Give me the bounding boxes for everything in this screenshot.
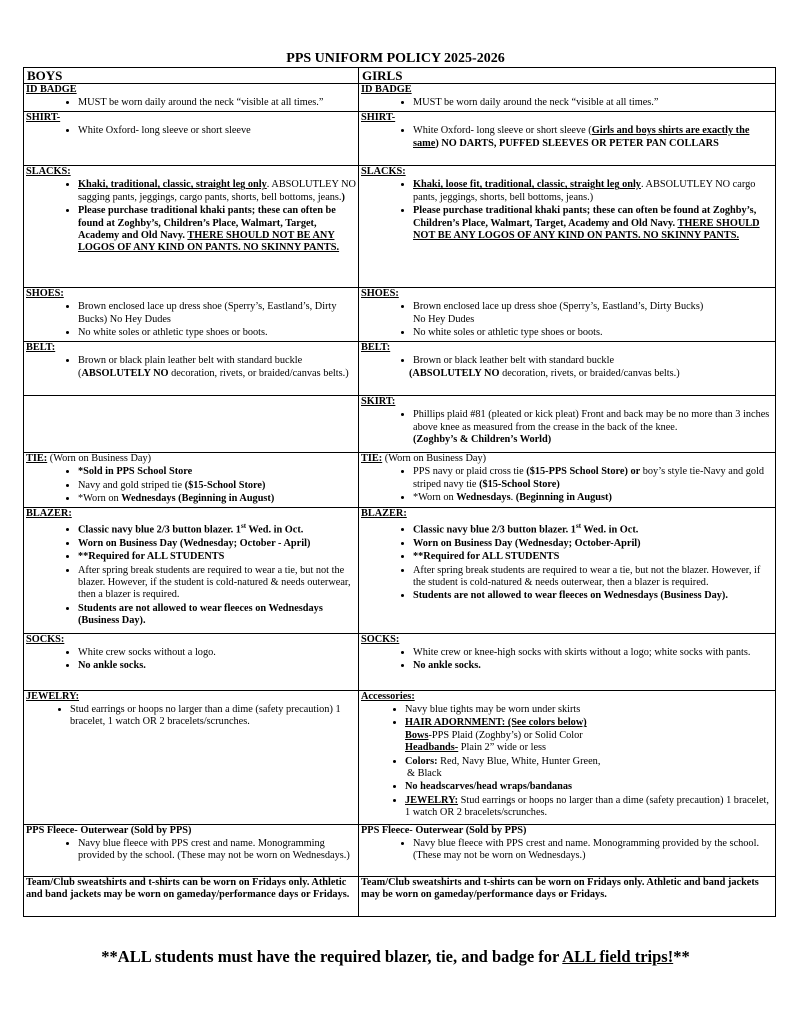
boys-fleece-item: • Navy blue fleece with PPS crest and name. Monogramming provided by the school. (These may not be worn on Wednesdays.) — [78, 837, 356, 863]
boys-slacks-no-logos: THERE SHOULD NOT BE ANY — [187, 230, 335, 242]
girls-belt-heading: BELT: — [361, 342, 391, 353]
girls-socks-cell — [359, 633, 776, 690]
girls-blazer-item-4: • After spring break students are required to wear a tie, but not the blazer. However, if the student is cold-natured & needs outerwear, then a blazer is required. — [413, 564, 773, 590]
girls-slacks-purchase: Please purchase traditional khaki pants; these can often be found at Zoghby’s, Children’s Place, Walmart, Target, Academy and Old Navy. — [413, 205, 757, 229]
boys-belt-cell — [24, 342, 359, 396]
girls-slacks-item-1 — [413, 178, 773, 204]
girls-column-header: GIRLS — [359, 68, 776, 84]
boys-team-club-cell: Team/Club sweatshirts and t-shirts can be worn on Fridays only. Athletic and band jackets may be worn on gameday/performance days or Fridays. — [24, 876, 359, 916]
girls-skirt-text: Phillips plaid #81 (pleated or kick pleat) Front and back may be no more than 3 inches above knee as measured from the crease in the back of the knee. — [413, 409, 770, 433]
girls-tie-style: PPS navy or plaid cross tie — [413, 466, 527, 478]
slacks-row — [24, 166, 776, 288]
girls-accessories-cell — [359, 690, 776, 824]
boys-belt-item — [78, 354, 356, 380]
girls-slacks-no-logos: THERE SHOULD NOT BE ANY LOGOS OF ANY KIND ON PANTS. NO SKINNY PANTS. — [413, 217, 760, 242]
girls-belt-item — [409, 354, 773, 380]
girls-tie-item-2 — [413, 491, 773, 504]
boys-slacks-style: Khaki, traditional, classic, straight leg only — [78, 179, 267, 191]
girls-shoes-heading: SHOES: — [361, 288, 399, 299]
shirt-row — [24, 112, 776, 166]
girls-blazer-sup: st — [575, 522, 582, 531]
boys-shirt-heading: SHIRT- — [26, 112, 61, 123]
girls-shirt-cell — [359, 112, 776, 166]
boys-slacks-purchase: Please purchase traditional khaki pants; these can often be found at Zoghby’s, Children’s Place, Walmart, Target, Academy and Old Navy. — [78, 205, 336, 242]
girls-accessories-item-1: • Navy blue tights may be worn under skirts — [405, 703, 773, 716]
girls-blazer-cell — [359, 507, 776, 633]
boys-tie-item-3 — [78, 492, 356, 505]
column-header-row — [24, 68, 776, 84]
girls-slacks-item-2 — [413, 204, 773, 242]
boys-tie-item-2 — [78, 479, 356, 492]
girls-headbands-line — [405, 742, 773, 754]
girls-colors-label: Colors: — [405, 755, 438, 767]
boys-skirt-cell-empty — [24, 396, 359, 453]
girls-bows-line — [405, 730, 773, 742]
girls-bows-label: Bows — [405, 729, 429, 741]
girls-belt-cell — [359, 342, 776, 396]
boys-fleece-heading: PPS Fleece- Outerwear (Sold by PPS) — [26, 824, 192, 836]
boys-jewelry-item: • Stud earrings or hoops no larger than a dime (safety precaution) 1 bracelet, 1 watch OR 2 bracelets/scrunches. — [70, 703, 356, 729]
girls-shoes-style: Brown enclosed lace up dress shoe (Sperry’s, Eastland’s, Dirty Bucks) — [413, 301, 704, 313]
boys-tie-days: Wednesdays (Beginning in August) — [121, 493, 275, 505]
girls-tie-note: (Worn on Business Day) — [382, 453, 487, 464]
girls-tie-item-1 — [413, 465, 773, 491]
girls-blazer-item-3: • **Required for ALL STUDENTS — [413, 550, 773, 563]
girls-hair-adornment: HAIR ADORNMENT: (See colors below) — [405, 717, 587, 729]
blazer-row — [24, 507, 776, 633]
boys-shoes-cell — [24, 288, 359, 342]
uniform-policy-table — [23, 67, 776, 917]
girls-accessories-heading: Accessories: — [361, 690, 415, 702]
girls-blazer-item-5: • Students are not allowed to wear fleeces on Wednesdays (Business Day). — [413, 589, 773, 602]
girls-headbands-text: Plain 2” wide or less — [458, 742, 547, 754]
boys-slacks-item-2 — [78, 204, 356, 255]
boys-id-badge-heading: ID BADGE — [26, 84, 77, 95]
girls-skirt-stores: (Zoghby’s & Children’s World) — [413, 434, 552, 446]
boys-blazer-item-2: • Worn on Business Day (Wednesday; October - April) — [78, 537, 356, 550]
boys-tie-heading-line — [26, 453, 356, 465]
girls-accessories-item-4: • No headscarves/head wraps/bandanas — [405, 780, 773, 793]
girls-tie-heading-line — [361, 453, 773, 465]
girls-colors-text: Red, Navy Blue, White, Hunter Green, — [437, 755, 601, 767]
girls-tie-boys-price: ($15-School Store) — [479, 478, 560, 490]
boys-tie-heading: TIE: — [26, 453, 48, 464]
boys-slacks-no-skinny: LOGOS OF ANY KIND ON PANTS. NO SKINNY PANTS. — [78, 242, 340, 254]
girls-tie-day: Wednesdays — [456, 492, 511, 504]
girls-tie-cell — [359, 453, 776, 508]
girls-id-badge-item: • MUST be worn daily around the neck “visible at all times.” — [413, 96, 773, 109]
girls-shoes-item-2: • No white soles or athletic type shoes or boots. — [413, 326, 773, 339]
girls-team-club-cell: Team/Club sweatshirts and t-shirts can be worn on Fridays only. Athletic and band jackets may be worn on gameday/performance days or Fridays. — [359, 876, 776, 916]
girls-blazer-item-1 — [413, 520, 773, 537]
socks-row — [24, 633, 776, 690]
girls-fleece-cell — [359, 824, 776, 876]
boys-blazer-item-3: • **Required for ALL STUDENTS — [78, 550, 356, 563]
girls-id-badge-heading: ID BADGE — [361, 84, 412, 95]
boys-blazer-start: Wed. in Oct. — [246, 524, 304, 536]
girls-blazer-start: Wed. in Oct. — [581, 524, 639, 536]
girls-belt-restriction-line — [409, 368, 773, 380]
page-title: PPS UNIFORM POLICY 2025-2026 — [286, 51, 505, 66]
boys-socks-heading: SOCKS: — [26, 633, 65, 645]
girls-id-badge-cell — [359, 84, 776, 112]
girls-tie-begin: (Beginning in August) — [515, 492, 612, 504]
girls-headbands-label: Headbands- — [405, 742, 459, 754]
boys-belt-restrictions: decoration, rivets, or braided/canvas belts.) — [168, 367, 349, 379]
girls-shirt-heading: SHIRT- — [361, 112, 396, 123]
girls-tie-worn-on: *Worn on — [413, 492, 457, 504]
girls-tie-boys-style: boy’s style tie-Navy and gold striped navy tie — [413, 466, 765, 490]
girls-shirt-item — [413, 124, 773, 150]
girls-socks-item-2: • No ankle socks. — [413, 659, 773, 672]
girls-tie-price: ($15-PPS School Store) or — [526, 466, 641, 478]
boys-shirt-item: • White Oxford- long sleeve or short sleeve — [78, 124, 356, 137]
girls-shirt-same-note: Girls and boys shirts are exactly the same — [413, 125, 750, 149]
girls-socks-item-1: • White crew or knee-high socks with skirts without a logo; white socks with pants. — [413, 646, 773, 659]
boys-blazer-item-4: • After spring break students are required to wear a tie, but not the blazer. However, if the student is cold-natured & needs outerwear, then a blazer is required. — [78, 564, 356, 602]
boys-belt-heading: BELT: — [26, 342, 56, 353]
girls-blazer-item-2: • Worn on Business Day (Wednesday; October-April) — [413, 537, 773, 550]
girls-tie-sep: . — [510, 492, 516, 504]
girls-tie-heading: TIE: — [361, 453, 383, 464]
girls-accessories-item-5 — [405, 794, 773, 820]
girls-blazer-heading: BLAZER: — [361, 507, 407, 519]
girls-fleece-heading: PPS Fleece- Outerwear (Sold by PPS) — [361, 824, 527, 836]
boys-socks-cell — [24, 633, 359, 690]
boys-tie-style: Navy and gold striped tie — [78, 479, 185, 491]
boys-tie-price: ($15-School Store) — [184, 479, 266, 491]
girls-belt-text: Brown or black leather belt with standard buckle — [413, 355, 615, 367]
girls-slacks-cell — [359, 166, 776, 288]
boys-slacks-heading: SLACKS: — [26, 166, 71, 177]
boys-jewelry-cell — [24, 690, 359, 824]
girls-belt-absolutely-no: (ABSOLUTELY NO — [409, 367, 500, 379]
boys-shoes-item-2: • No white soles or athletic type shoes or boots. — [78, 326, 356, 339]
girls-accessories-item-2 — [405, 716, 773, 754]
field-trip-notice-end: ** — [673, 947, 690, 966]
team-club-row — [24, 876, 776, 916]
boys-belt-text: Brown or black plain leather belt with standard buckle ( — [78, 355, 303, 379]
girls-fleece-item: • Navy blue fleece with PPS crest and name. Monogramming provided by the school. (These may not be worn on Wednesdays.) — [413, 837, 773, 863]
girls-skirt-item — [413, 408, 773, 446]
girls-belt-restrictions: decoration, rivets, or braided/canvas belts.) — [499, 367, 680, 379]
boys-blazer-sup: st — [240, 522, 247, 531]
fleece-row — [24, 824, 776, 876]
field-trip-emphasis: ALL field trips! — [562, 947, 674, 966]
girls-slacks-restrictions: . ABSOLUTLEY NO cargo pants, jeggings, shorts, bell bottoms, jeans.) — [413, 179, 756, 203]
boys-column-header: BOYS — [24, 68, 359, 84]
girls-shoes-item-1 — [413, 300, 773, 326]
boys-blazer-item-5: • Students are not allowed to wear fleeces on Wednesdays (Business Day). — [78, 602, 356, 628]
boys-tie-note: (Worn on Business Day) — [47, 453, 152, 464]
girls-jewelry-text: Stud earrings or hoops no larger than a dime (safety precaution) 1 bracelet, 1 watch OR 2 bracelets/scrunches. — [405, 794, 769, 819]
boys-slacks-item-1 — [78, 178, 356, 204]
girls-accessories-item-3 — [405, 755, 773, 781]
boys-slacks-paren: ) — [341, 191, 345, 203]
girls-shirt-text: White Oxford- long sleeve or short sleeve ( — [413, 125, 592, 137]
field-trip-notice — [0, 947, 791, 967]
boys-fleece-cell — [24, 824, 359, 876]
girls-bows-text: -PPS Plaid (Zoghby’s) or Solid Color — [428, 729, 583, 741]
boys-jewelry-heading: JEWELRY: — [26, 690, 80, 702]
boys-tie-item-1: • *Sold in PPS School Store — [78, 465, 356, 478]
girls-slacks-style: Khaki, loose fit, traditional, classic, straight leg only — [413, 179, 641, 191]
girls-colors-text-2: & Black — [407, 768, 442, 780]
girls-jewelry-label: JEWELRY: — [405, 794, 459, 806]
boys-tie-worn-on: *Worn on — [78, 493, 122, 505]
girls-shirt-restrictions: ) NO DARTS, PUFFED SLEEVES OR PETER PAN COLLARS — [435, 137, 719, 149]
boys-shoes-heading: SHOES: — [26, 288, 64, 299]
tie-row — [24, 453, 776, 508]
boys-blazer-cell — [24, 507, 359, 633]
girls-shoes-no-hey-dudes: No Hey Dudes — [413, 313, 475, 325]
boys-shoes-item-1: • Brown enclosed lace up dress shoe (Sperry’s, Eastland’s, Dirty Bucks) No Hey Dudes — [78, 300, 356, 326]
boys-belt-absolutely-no: ABSOLUTELY NO — [81, 367, 169, 379]
boys-blazer-heading: BLAZER: — [26, 507, 72, 519]
girls-blazer-style: Classic navy blue 2/3 button blazer. 1 — [413, 524, 576, 536]
id-badge-row — [24, 84, 776, 112]
boys-shirt-cell — [24, 112, 359, 166]
girls-skirt-cell — [359, 396, 776, 453]
boys-id-badge-item: • MUST be worn daily around the neck “visible at all times.” — [78, 96, 356, 109]
belt-row — [24, 342, 776, 396]
girls-skirt-heading: SKIRT: — [361, 396, 396, 407]
boys-blazer-item-1 — [78, 520, 356, 537]
jewelry-row — [24, 690, 776, 824]
boys-socks-item-2: • No ankle socks. — [78, 659, 356, 672]
boys-blazer-style: Classic navy blue 2/3 button blazer. 1 — [78, 524, 241, 536]
boys-slacks-restrictions: . ABSOLUTLEY NO sagging pants, jeggings, cargo pants, shorts, bell bottoms, jeans. — [78, 179, 356, 203]
shoes-row — [24, 288, 776, 342]
field-trip-notice-text: **ALL students must have the required blazer, tie, and badge for — [101, 947, 563, 966]
girls-slacks-heading: SLACKS: — [361, 166, 406, 177]
girls-socks-heading: SOCKS: — [361, 633, 400, 645]
boys-socks-item-1: • White crew socks without a logo. — [78, 646, 356, 659]
boys-slacks-cell — [24, 166, 359, 288]
skirt-row — [24, 396, 776, 453]
boys-tie-cell — [24, 453, 359, 508]
boys-id-badge-cell — [24, 84, 359, 112]
girls-shoes-cell — [359, 288, 776, 342]
